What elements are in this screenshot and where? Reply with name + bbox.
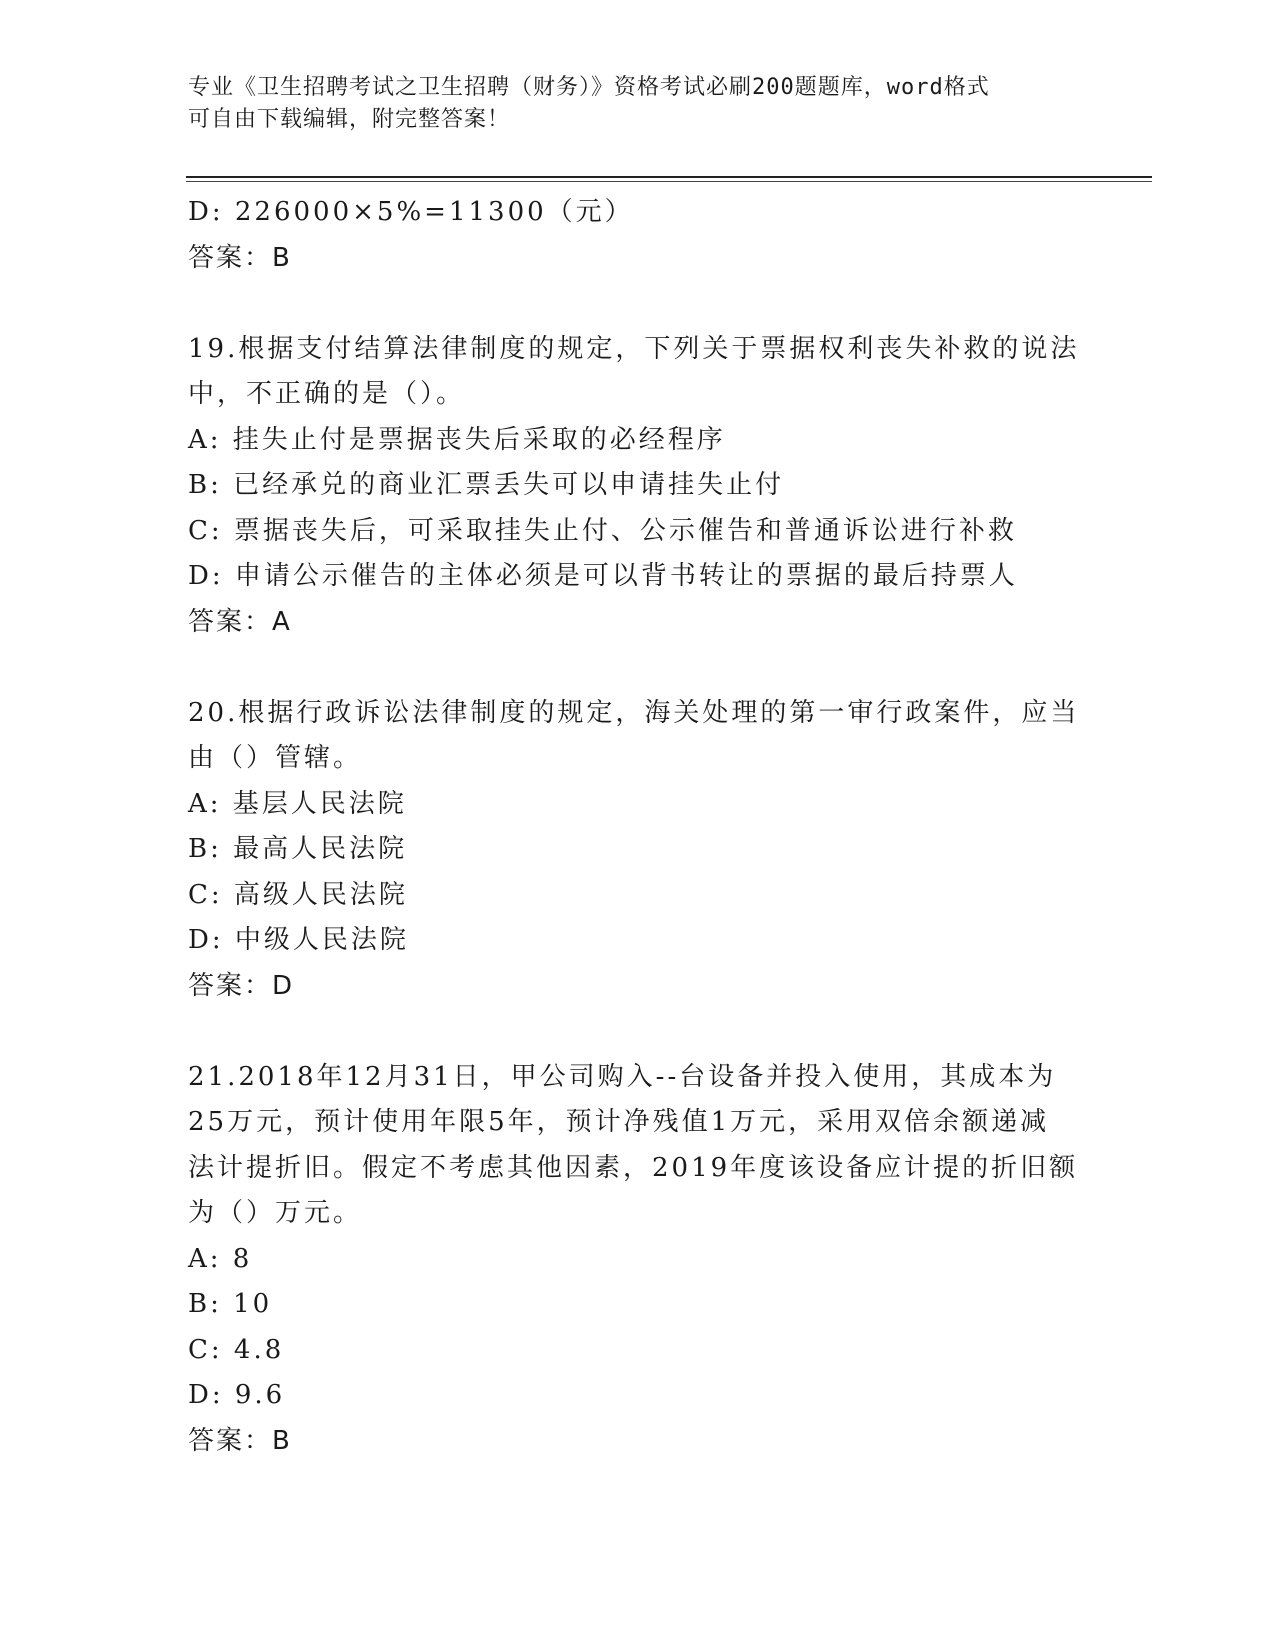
question-stem: 为（）万元。 xyxy=(188,1198,363,1228)
option-b: B: 最高人民法院 xyxy=(188,834,408,864)
option-b: B: 已经承兑的商业汇票丢失可以申请挂失止付 xyxy=(188,470,785,500)
question-stem: 25万元，预计使用年限5年，预计净残值1万元，采用双倍余额递减 xyxy=(188,1107,1050,1137)
question-stem: 19.根据支付结算法律制度的规定，下列关于票据权利丧失补救的说法 xyxy=(188,333,1080,364)
option-a: A: 基层人民法院 xyxy=(188,788,407,819)
spacer xyxy=(188,281,1088,327)
header-divider xyxy=(186,176,1152,178)
question-stem: 法计提折旧。假定不考虑其他因素，2019年度该设备应计提的折旧额 xyxy=(188,1152,1079,1183)
spacer xyxy=(188,1009,1088,1055)
page-header xyxy=(188,72,1088,136)
question-19 xyxy=(188,327,1088,646)
answer: 答案：D xyxy=(188,970,295,1001)
answer: 答案：B xyxy=(188,242,292,273)
option-c: C: 票据丧失后，可采取挂失止付、公示催告和普通诉讼进行补救 xyxy=(188,515,1017,546)
header-line-2: 可自由下载编辑，附完整答案！ xyxy=(188,107,511,132)
question-stem: 由（）管辖。 xyxy=(188,743,363,773)
option-c: C: 高级人民法院 xyxy=(188,879,408,910)
option-a: A: 8 xyxy=(188,1243,253,1274)
option-d: D: 9.6 xyxy=(188,1380,286,1410)
answer: 答案：B xyxy=(188,1425,292,1456)
option-b: B: 10 xyxy=(188,1289,273,1319)
question-stem: 21.2018年12月31日，甲公司购入--台设备并投入使用，其成本为 xyxy=(188,1061,1057,1092)
option-d: D: 申请公示催告的主体必须是可以背书转让的票据的最后持票人 xyxy=(188,561,1018,591)
spacer xyxy=(188,645,1088,691)
question-20 xyxy=(188,691,1088,1010)
question-21 xyxy=(188,1055,1088,1465)
header-divider-secondary xyxy=(186,181,1152,182)
question-stem: 中，不正确的是（）。 xyxy=(188,379,466,409)
option-a: A: 挂失止付是票据丧失后采取的必经程序 xyxy=(188,424,726,455)
question-18-tail xyxy=(188,190,1088,281)
option-c: C: 4.8 xyxy=(188,1334,285,1365)
option-d: D: 226000×5%=11300（元） xyxy=(188,197,634,227)
header-line-1: 专业《卫生招聘考试之卫生招聘（财务）》资格考试必刷200题题库，word格式 xyxy=(188,75,990,100)
question-stem: 20.根据行政诉讼法律制度的规定，海关处理的第一审行政案件，应当 xyxy=(188,697,1080,728)
answer: 答案：A xyxy=(188,606,292,637)
document-body xyxy=(188,190,1088,1464)
option-d: D: 中级人民法院 xyxy=(188,925,409,955)
